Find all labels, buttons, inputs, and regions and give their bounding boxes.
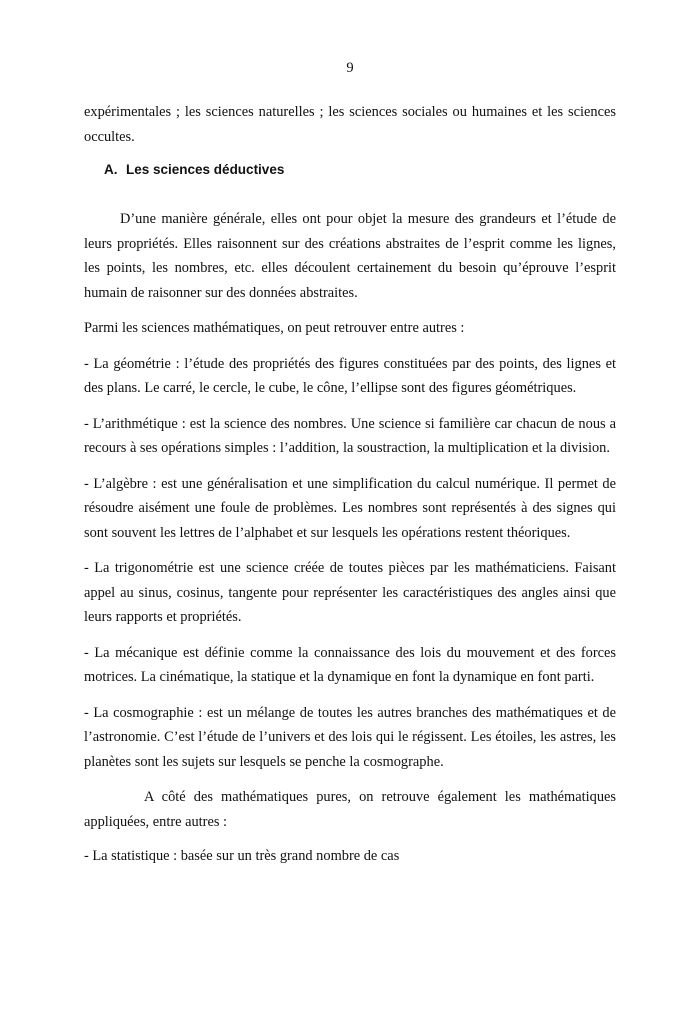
list-item-statistics: - La statistique : basée sur un très grand nombre de cas (84, 848, 400, 864)
paragraph-deductive-definition: D’une manière générale, elles ont pour objet la mesure des grandeurs et l’étude de leurs propriétés. Elles raisonnent sur des créations abstraites de l’esprit comme les lignes, les points, les nombres, etc. elles découlent certainement du besoin qu’éprouve l’esprit humain de raisonner sur des données abstraites. (84, 211, 616, 301)
document-body (84, 100, 616, 880)
list-item-cosmography: - La cosmographie : est un mélange de toutes les autres branches des mathématiques et de l’astronomie. C’est l’étude de l’univers et des lois qui le régissent. Les étoiles, les astres, les planètes sont les sujets sur lesquels se penche la cosmographe. (84, 704, 616, 770)
list-item-mechanics: - La mécanique est définie comme la connaissance des lois du mouvement et des forces motrices. La cinématique, la statique et la dynamique en font la dynamique en font parti. (84, 644, 616, 685)
section-heading-title: Les sciences déductives (126, 162, 285, 177)
page-number: 9 (346, 60, 354, 76)
section-heading-letter: A. (104, 162, 118, 177)
section-heading (104, 160, 616, 180)
paragraph-math-intro: Parmi les sciences mathématiques, on peut retrouver entre autres : (84, 320, 465, 336)
list-item-arithmetic: - L’arithmétique : est la science des nombres. Une science si familière car chacun de nous a recours à ses opérations simples : l’addition, la soustraction, la multiplication et la division. (84, 415, 616, 456)
list-item-trigonometry: - La trigonométrie est une science créée de toutes pièces par les mathématiciens. Faisant appel au sinus, cosinus, tangente pour représenter les caractéristiques des angles ainsi que leurs rapports et propriétés. (84, 560, 616, 625)
paragraph-applied-intro: A côté des mathématiques pures, on retrouve également les mathématiques appliquées, entre autres : (84, 789, 616, 830)
list-item-geometry: - La géométrie : l’étude des propriétés des figures constituées par des points, des lignes et des plans. Le carré, le cercle, le cube, le cône, l’ellipse sont des figures géométriques. (84, 355, 616, 396)
list-item-algebra: - L’algèbre : est une généralisation et une simplification du calcul numérique. Il permet de résoudre aisément une foule de problèmes. Les nombres sont représentés à des signes qui sont souvent les lettres de l’alphabet et sur lesquels les opérations restent théoriques. (84, 475, 616, 541)
paragraph-intro: expérimentales ; les sciences naturelles ; les sciences sociales ou humaines et les sciences occultes. (84, 104, 616, 145)
